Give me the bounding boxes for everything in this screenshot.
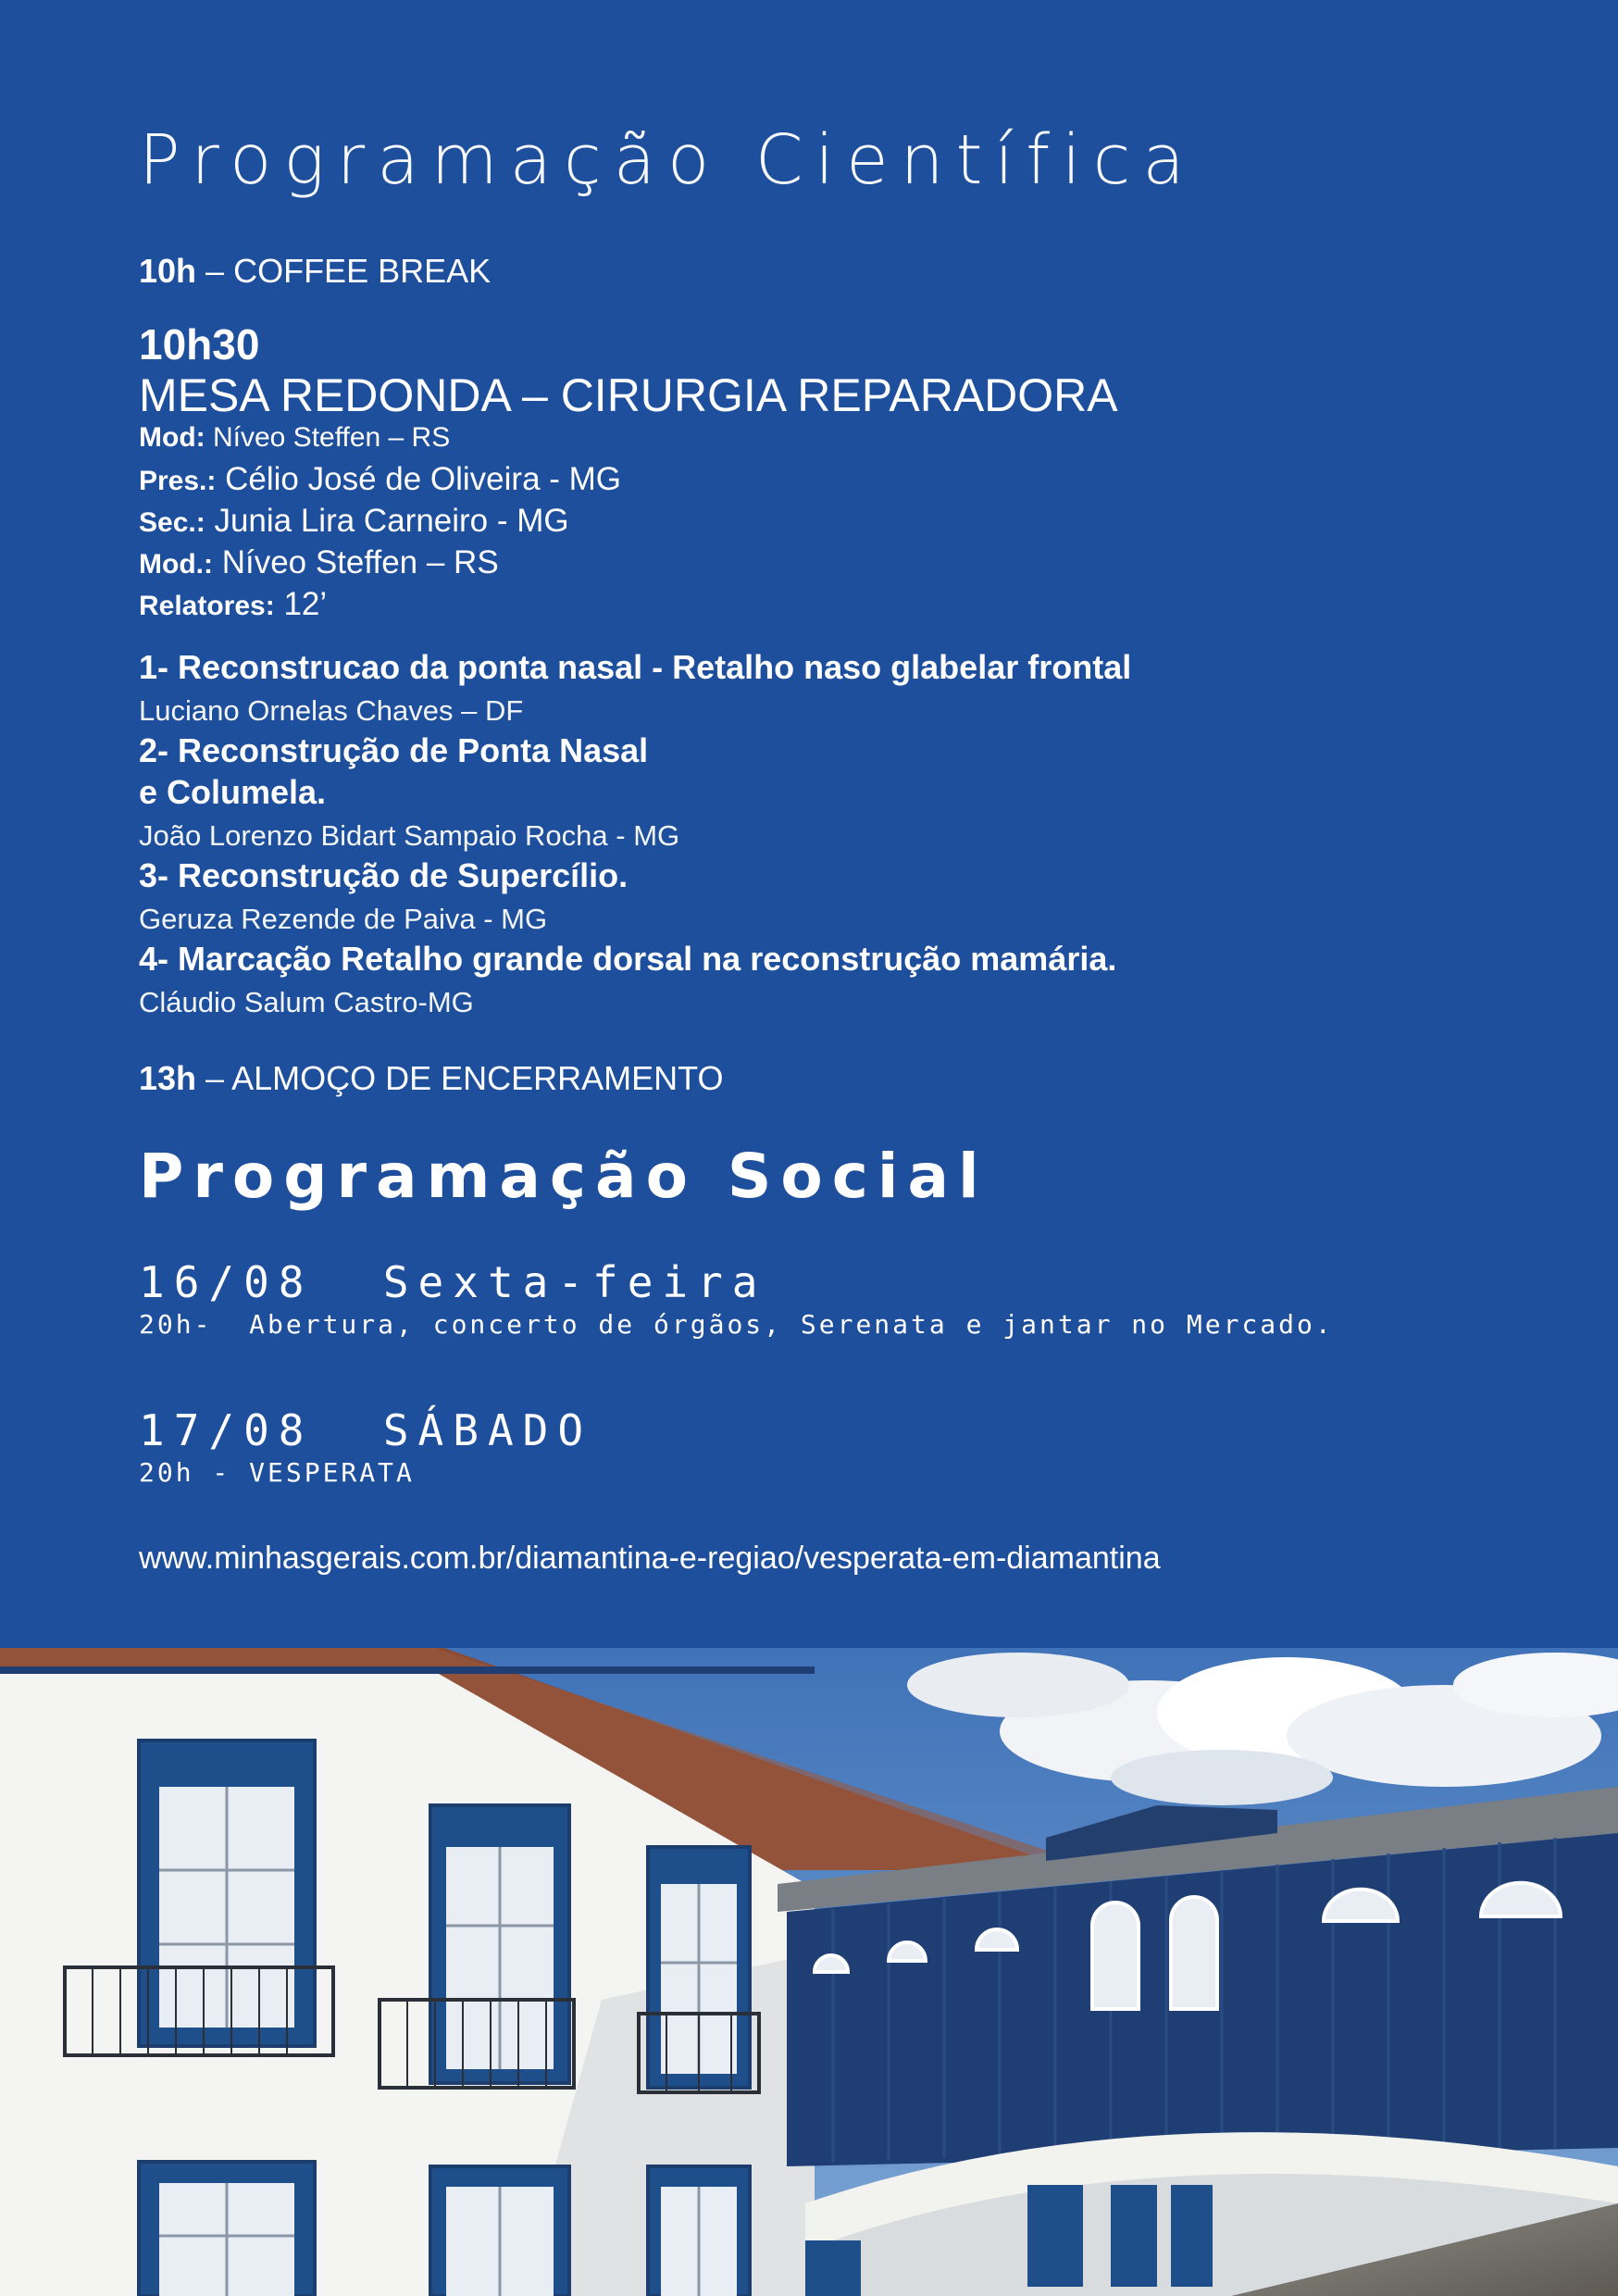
diamantina-photo — [0, 1648, 1618, 2296]
social-day-detail: 20h - VESPERATA — [139, 1457, 415, 1488]
scientific-program-title: Programação Científica — [139, 120, 1197, 200]
role-value: Junia Lira Carneiro - MG — [205, 503, 569, 539]
role-secretary — [139, 503, 569, 540]
coffee-break-label: COFFEE BREAK — [233, 252, 492, 290]
role-president — [139, 461, 621, 498]
role-value: 12’ — [274, 586, 328, 622]
social-day-detail: 20h- Abertura, concerto de órgãos, Serenata e jantar no Mercado. — [139, 1309, 1334, 1340]
social-program-title: Programação Social — [139, 1141, 989, 1212]
lunch-time: 13h — [139, 1059, 197, 1097]
role-label: Pres.: — [139, 466, 217, 496]
talk-title: 3- Reconstrução de Supercílio. — [139, 856, 629, 894]
coffee-break-line — [139, 252, 491, 291]
talk-author: João Lorenzo Bidart Sampaio Rocha - MG — [139, 819, 680, 852]
role-moderator-2 — [139, 544, 499, 581]
talk-title: 4- Marcação Retalho grande dorsal na reconstrução mamária. — [139, 940, 1117, 978]
lunch-line — [139, 1059, 724, 1098]
social-day-date: 16/08 Sexta-feira — [139, 1257, 767, 1307]
session-time: 10h30 — [139, 320, 260, 368]
session-title: MESA REDONDA – CIRURGIA REPARADORA — [139, 369, 1118, 421]
role-moderator — [139, 422, 450, 454]
talk-author: Geruza Rezende de Paiva - MG — [139, 903, 548, 935]
role-value: Níveo Steffen – RS — [212, 544, 499, 580]
role-label: Relatores: — [139, 591, 275, 621]
role-label: Sec.: — [139, 507, 205, 538]
talk-title: 1- Reconstrucao da ponta nasal - Retalho naso glabelar frontal — [139, 648, 1132, 686]
role-speakers — [139, 586, 327, 623]
talk-title: 2- Reconstrução de Ponta Nasal — [139, 731, 649, 769]
role-label: Mod: — [139, 422, 205, 453]
lunch-sep: – — [196, 1059, 232, 1097]
social-day-date: 17/08 SÁBADO — [139, 1405, 593, 1455]
role-value: Célio José de Oliveira - MG — [216, 461, 622, 497]
talk-author: Luciano Ornelas Chaves – DF — [139, 694, 524, 727]
lunch-label: ALMOÇO DE ENCERRAMENTO — [231, 1059, 724, 1097]
role-value: Níveo Steffen – RS — [205, 422, 451, 453]
vesperata-link[interactable]: www.minhasgerais.com.br/diamantina-e-regiao/vesperata-em-diamantina — [139, 1541, 1161, 1576]
coffee-break-sep: – — [196, 252, 234, 290]
role-label: Mod.: — [139, 549, 213, 580]
talk-title-cont: e Columela. — [139, 773, 327, 811]
coffee-break-time: 10h — [139, 252, 197, 290]
talk-author: Cláudio Salum Castro-MG — [139, 986, 474, 1018]
